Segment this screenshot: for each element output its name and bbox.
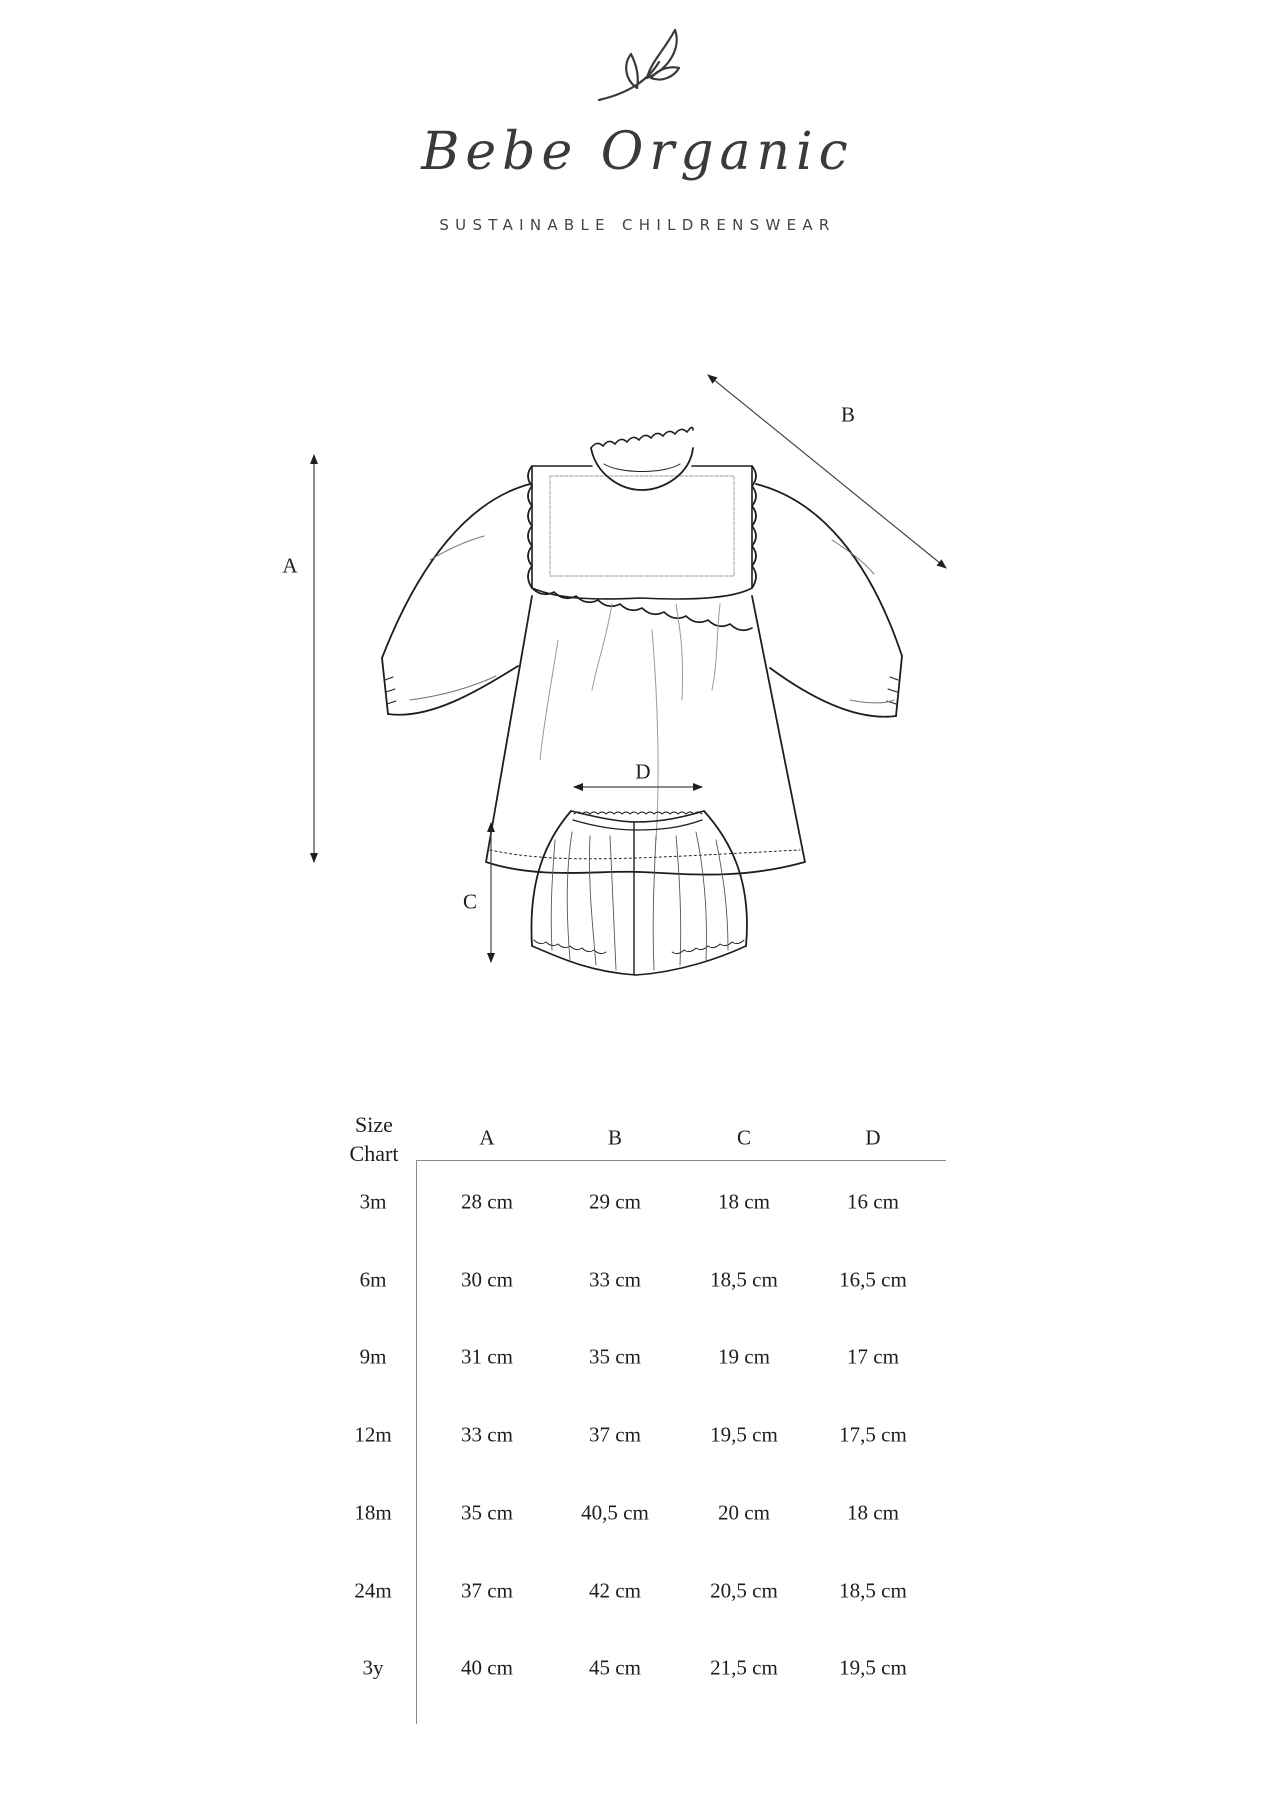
- measurement-cell-d: 16,5 cm: [839, 1267, 907, 1292]
- measurement-cell-c: 19,5 cm: [710, 1422, 778, 1447]
- measurement-cell-d: 17 cm: [847, 1344, 899, 1369]
- size-label: 18m: [354, 1500, 392, 1525]
- measurement-cell-c: 20,5 cm: [710, 1578, 778, 1602]
- size-label: 3y: [362, 1655, 384, 1680]
- measurement-cell-a: 28 cm: [461, 1189, 513, 1214]
- header-divider: [416, 1160, 946, 1161]
- measurement-cell-b: 45 cm: [589, 1655, 641, 1680]
- dimension-label-b: B: [840, 402, 856, 427]
- size-label: 9m: [359, 1344, 387, 1369]
- measurement-cell-a: 30 cm: [461, 1267, 513, 1292]
- blouse-drawing: [382, 427, 902, 874]
- measurement-cell-d: 19,5 cm: [839, 1655, 907, 1680]
- brand-name: Bebe Organic: [421, 122, 854, 182]
- column-header-a: A: [479, 1125, 495, 1150]
- measurement-cell-d: 16 cm: [847, 1189, 899, 1214]
- measurement-cell-c: 18 cm: [718, 1189, 770, 1214]
- measurement-cell-d: 18,5 cm: [839, 1578, 907, 1602]
- measurement-cell-d: 17,5 cm: [839, 1422, 907, 1447]
- measurement-cell-a: 40 cm: [461, 1655, 513, 1680]
- measurement-cell-d: 18 cm: [847, 1500, 899, 1525]
- measurement-cell-a: 37 cm: [461, 1578, 513, 1602]
- dimension-arrow-b: [708, 375, 946, 568]
- size-label: 12m: [354, 1422, 392, 1447]
- size-chart-corner-label: Size Chart: [349, 1112, 399, 1166]
- column-header-b: B: [607, 1125, 623, 1150]
- dimension-label-c: C: [462, 889, 478, 914]
- measurement-cell-c: 18,5 cm: [710, 1267, 778, 1292]
- measurement-cell-b: 33 cm: [589, 1267, 641, 1292]
- size-label: 3m: [359, 1189, 387, 1214]
- column-header-c: C: [736, 1125, 752, 1150]
- measurement-cell-b: 35 cm: [589, 1344, 641, 1369]
- dimension-label-d: D: [635, 759, 651, 784]
- size-label: 6m: [359, 1267, 387, 1292]
- measurement-cell-c: 19 cm: [718, 1344, 770, 1369]
- brand-tagline: SUSTAINABLE CHILDRENSWEAR: [439, 216, 836, 234]
- measurement-cell-b: 37 cm: [589, 1422, 641, 1447]
- measurement-cell-a: 35 cm: [461, 1500, 513, 1525]
- measurement-cell-c: 20 cm: [718, 1500, 770, 1525]
- measurement-cell-c: 21,5 cm: [710, 1655, 778, 1680]
- dimension-label-a: A: [282, 553, 298, 578]
- measurement-cell-b: 40,5 cm: [581, 1500, 649, 1525]
- measurement-cell-b: 29 cm: [589, 1189, 641, 1214]
- bloomers-drawing: [531, 811, 747, 975]
- size-column-divider: [416, 1160, 417, 1724]
- size-label: 24m: [354, 1578, 392, 1602]
- column-header-d: D: [865, 1125, 881, 1150]
- measurement-cell-a: 31 cm: [461, 1344, 513, 1369]
- measurement-cell-a: 33 cm: [461, 1422, 513, 1447]
- measurement-cell-b: 42 cm: [589, 1578, 641, 1602]
